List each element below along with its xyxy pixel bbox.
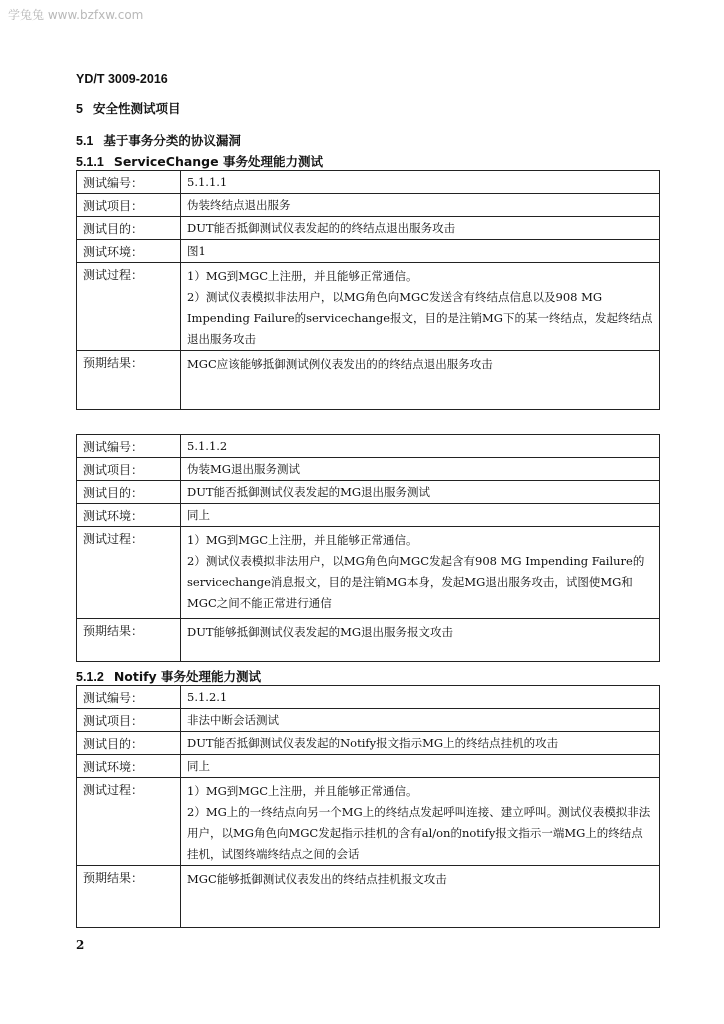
test-process-value [181, 778, 659, 865]
process-step: 1）MG到MGC上注册，并且能够正常通信。 [187, 269, 418, 283]
label-test-id: 测试编号： [77, 171, 181, 193]
test-purpose-value: DUT能否抵御测试仪表发起的的终结点退出服务攻击 [187, 221, 456, 235]
label-test-process: 测试过程： [77, 778, 181, 865]
table-row [77, 527, 659, 619]
test-process-value [181, 527, 659, 618]
process-step: 2）MG上的一终结点向另一个MG上的终结点发起呼叫连接、建立呼叫。测试仪表模拟非法用户，以MG角色向MGC发起指示挂机的含有al/on的notify报文指示一端MG上的终结点挂机，试图终端终结点之间的会话 [187, 805, 651, 861]
watermark: 学兔兔 www.bzfxw.com [8, 8, 144, 22]
label-test-env: 测试环境： [77, 504, 181, 526]
label-test-process: 测试过程： [77, 263, 181, 350]
section-number: 5.1.2 [76, 670, 104, 684]
table-row [77, 732, 659, 755]
test-table-5-1-1-1 [76, 170, 660, 410]
table-row [77, 263, 659, 351]
label-expected-result: 预期结果： [77, 351, 181, 409]
label-test-purpose: 测试目的： [77, 481, 181, 503]
expected-result-value: DUT能够抵御测试仪表发起的MG退出服务报文攻击 [187, 625, 454, 639]
section-title: 安全性测试项目 [92, 101, 181, 116]
section-number: 5.1.1 [76, 155, 104, 169]
section-5-heading [76, 99, 180, 117]
table-row [77, 435, 659, 458]
test-item-value: 伪装MG退出服务测试 [187, 462, 300, 476]
table-row [77, 194, 659, 217]
label-test-purpose: 测试目的： [77, 217, 181, 239]
test-process-value [181, 263, 659, 350]
test-env-value: 同上 [187, 759, 210, 773]
test-table-5-1-2-1 [76, 685, 660, 928]
section-5-1-1-heading [76, 152, 323, 170]
table-row [77, 171, 659, 194]
label-expected-result: 预期结果： [77, 619, 181, 661]
section-5-1-2-heading [76, 667, 261, 685]
table-row [77, 686, 659, 709]
section-number: 5.1 [76, 134, 94, 148]
test-item-value: 非法中断会话测试 [187, 713, 279, 727]
section-number: 5 [76, 102, 83, 116]
table-row [77, 504, 659, 527]
section-5-1-heading [76, 131, 241, 149]
label-test-id: 测试编号： [77, 435, 181, 457]
test-id-value: 5.1.1.2 [187, 439, 228, 453]
document-code: YD/T 3009-2016 [76, 72, 168, 86]
label-test-item: 测试项目： [77, 194, 181, 216]
test-env-value: 同上 [187, 508, 210, 522]
table-row [77, 866, 659, 927]
process-step: 2）测试仪表模拟非法用户，以MG角色向MGC发起含有908 MG Impending Failure的servicechange消息报文，目的是注销MG本身，发起MG退出服务攻击，试图使MG和MGC之间不能正常进行通信 [187, 554, 645, 610]
test-purpose-value: DUT能否抵御测试仪表发起的Notify报文指示MG上的终结点挂机的攻击 [187, 736, 559, 750]
label-test-id: 测试编号： [77, 686, 181, 708]
page-number: 2 [76, 938, 85, 952]
test-item-value: 伪装终结点退出服务 [187, 198, 291, 212]
table-row [77, 240, 659, 263]
test-table-5-1-1-2 [76, 434, 660, 662]
section-title: Notify 事务处理能力测试 [113, 669, 262, 684]
label-test-env: 测试环境： [77, 755, 181, 777]
expected-result-value: MGC应该能够抵御测试例仪表发出的的终结点退出服务攻击 [187, 357, 493, 371]
expected-result-value: MGC能够抵御测试仪表发出的终结点挂机报文攻击 [187, 872, 447, 886]
table-row [77, 458, 659, 481]
table-row [77, 778, 659, 866]
label-test-process: 测试过程： [77, 527, 181, 618]
label-test-env: 测试环境： [77, 240, 181, 262]
test-env-value: 图1 [187, 244, 206, 258]
section-title: ServiceChange 事务处理能力测试 [113, 154, 323, 169]
test-purpose-value: DUT能否抵御测试仪表发起的MG退出服务测试 [187, 485, 431, 499]
table-row [77, 755, 659, 778]
table-row [77, 709, 659, 732]
table-row [77, 351, 659, 409]
section-title: 基于事务分类的协议漏洞 [103, 133, 241, 148]
label-expected-result: 预期结果： [77, 866, 181, 927]
table-row [77, 217, 659, 240]
test-id-value: 5.1.1.1 [187, 175, 228, 189]
process-step: 2）测试仪表模拟非法用户，以MG角色向MGC发送含有终结点信息以及908 MG Impending Failure的servicechange报文，目的是注销MG下的某一终结点，发起终结点退出服务攻击 [187, 290, 653, 346]
table-row [77, 481, 659, 504]
process-step: 1）MG到MGC上注册，并且能够正常通信。 [187, 533, 418, 547]
table-row [77, 619, 659, 661]
test-id-value: 5.1.2.1 [187, 690, 228, 704]
label-test-purpose: 测试目的： [77, 732, 181, 754]
label-test-item: 测试项目： [77, 458, 181, 480]
process-step: 1）MG到MGC上注册，并且能够正常通信。 [187, 784, 418, 798]
label-test-item: 测试项目： [77, 709, 181, 731]
